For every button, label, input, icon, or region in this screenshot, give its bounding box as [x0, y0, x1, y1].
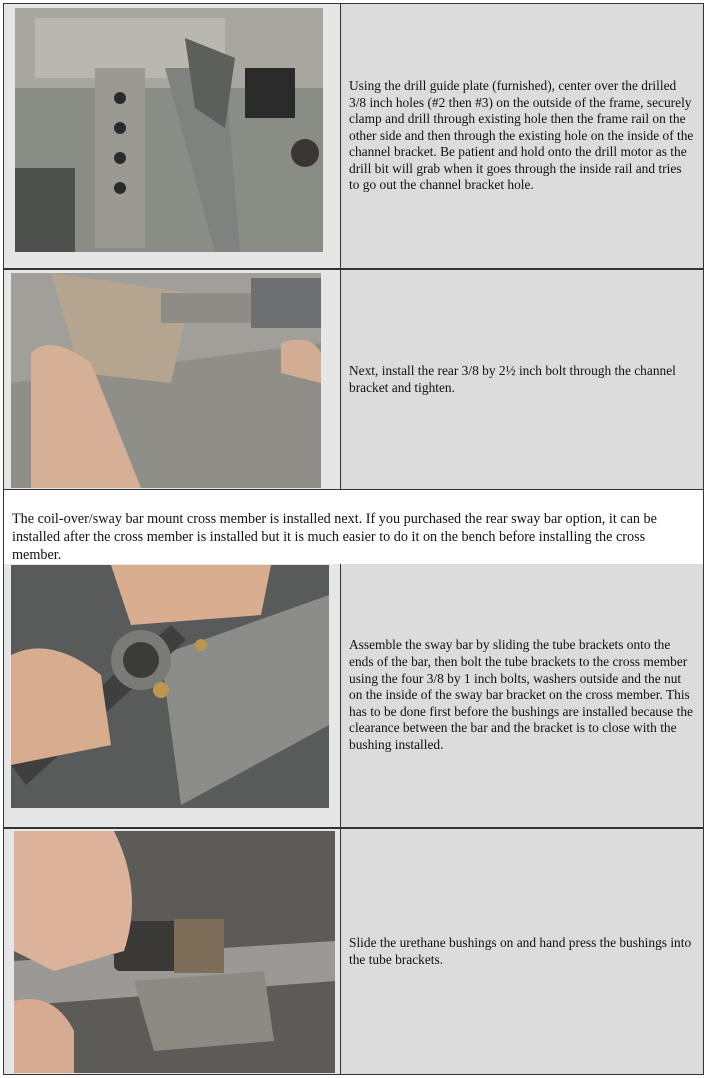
step-text-cell [341, 270, 703, 489]
step-row-2 [3, 269, 704, 490]
drill-guide-clamp-photo [15, 8, 323, 252]
step-row-1 [3, 3, 704, 269]
sway-bar-assembly-photo [11, 565, 329, 808]
photo-cell [4, 564, 341, 827]
bolt-install-photo [11, 273, 321, 488]
intro-text: The coil-over/sway bar mount cross member is installed next. If you purchased the rear sway bar option, it can be installed after the cross member is installed but it is much easier to do it on the bench before installing the cross member. [12, 511, 657, 563]
step-text: Assemble the sway bar by sliding the tube brackets onto the ends of the bar, then bolt the tube brackets to the cross member using the four 3/8 by 1 inch bolts, washers outside and the nut on the inside of the sway bar bracket on the cross member. This has to be done first before the bushings are installed because the clearance between the bar and the bracket is to close with the bushing installed. [349, 637, 693, 752]
photo-cell [4, 270, 341, 489]
step-text: Slide the urethane bushings on and hand press the bushings into the tube brackets. [349, 934, 692, 967]
section-intro [3, 490, 704, 564]
step-text: Next, install the rear 3/8 by 2½ inch bolt through the channel bracket and tighten. [349, 362, 676, 395]
step-text-cell [341, 829, 703, 1074]
step-text-cell [341, 564, 703, 827]
photo-cell [4, 829, 341, 1074]
step-row-4 [3, 828, 704, 1075]
bushing-press-photo [14, 831, 335, 1073]
step-text: Using the drill guide plate (furnished), center over the drilled 3/8 inch holes (#2 then #3) on the outside of the frame, securely clamp and drill through existing hole then the frame rail on the other side and then through the existing hole on the inside of the channel bracket. Be patient and hold onto the drill motor as the drill bit will grab when it goes through the inside rail and tries to go out the channel bracket hole. [349, 77, 694, 193]
photo-cell [4, 4, 341, 268]
step-row-3 [3, 564, 704, 828]
step-text-cell [341, 4, 703, 268]
